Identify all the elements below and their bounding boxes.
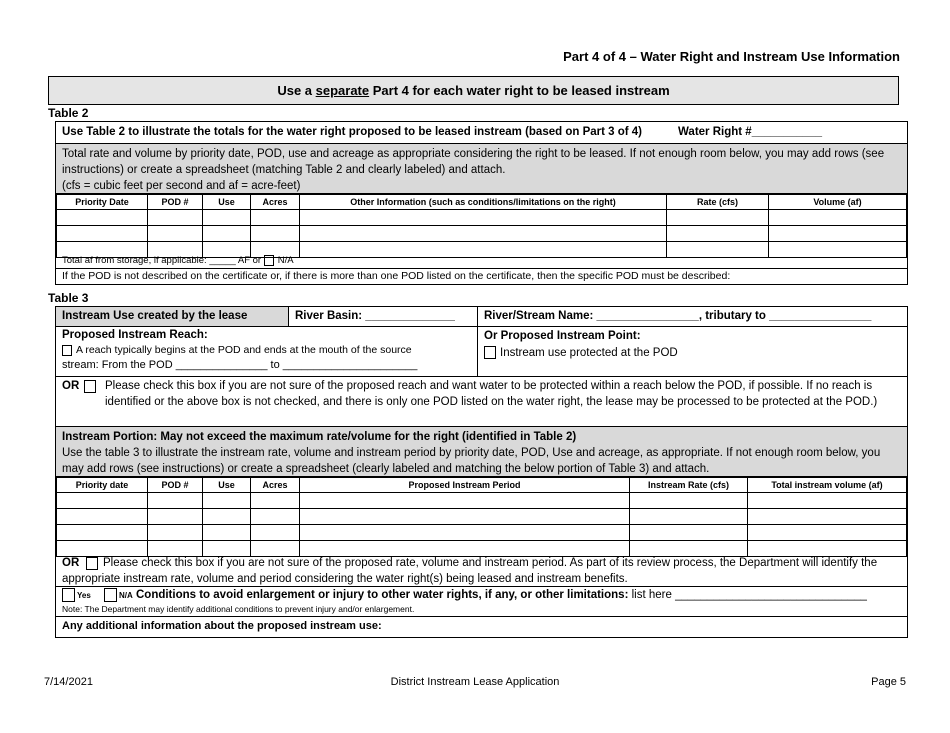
col-priority-date: Priority date — [57, 478, 148, 493]
instream-use-label: Instream Use created by the lease — [62, 310, 248, 322]
or-reach-row — [56, 377, 907, 427]
na-checkbox[interactable] — [264, 255, 274, 266]
or-reach-text: Please check this box if you are not sure of the proposed reach and want water to be protected within a reach below the POD, if possible. If no reach is identified or the above box is not checked, and there is only one POD listed on the water right, the lease may be processed to be protected at the POD.) — [105, 380, 878, 408]
col-instream-volume: Total instream volume (af) — [748, 478, 907, 493]
units-note: (cfs = cubic feet per second and af = acre-feet) — [62, 180, 301, 192]
table2-instructions-text: Total rate and volume by priority date, POD, use and acreage as appropriate considering the right to be leased. If not enough room below, you may add rows (see instructions) or create a spreadsheet (matching Table 2 and clearly labeled) and attach. — [62, 148, 885, 176]
table-row[interactable] — [57, 210, 907, 226]
reach-title: Proposed Instream Reach: — [62, 329, 208, 341]
or-label: OR — [62, 380, 80, 392]
conditions-note: Note: The Department may identify additional conditions to prevent injury and/or enlargement. — [62, 604, 415, 614]
table2-label: Table 2 — [48, 106, 89, 120]
na-label: N/A — [119, 591, 133, 601]
or-rate-checkbox[interactable] — [86, 557, 98, 570]
portion-row — [56, 427, 907, 477]
or-rate-label: OR — [62, 557, 80, 569]
col-volume: Volume (af) — [769, 195, 907, 210]
pod-note: If the POD is not described on the certificate or, if there is more than one POD listed on the certificate, then the specific POD must be described: — [62, 270, 731, 282]
table-row[interactable] — [57, 493, 907, 509]
table2-title-row — [56, 122, 907, 144]
table2-grid — [56, 194, 907, 258]
yes-checkbox[interactable] — [62, 588, 75, 602]
conditions-title: Conditions to avoid enlargement or injury to other water rights, if any, or other limitations: — [135, 589, 629, 602]
reach-stream-field[interactable]: stream: From the POD _______________ to ______________________ — [62, 359, 418, 371]
col-other-info: Other Information (such as conditions/limitations on the right) — [300, 195, 667, 210]
yes-label: Yes — [77, 591, 91, 601]
table2-instructions — [56, 144, 907, 194]
or-reach-checkbox[interactable] — [84, 380, 96, 393]
separate-part-banner — [48, 76, 899, 105]
table-row[interactable] — [57, 509, 907, 525]
banner-suffix: Part 4 for each water right to be leased instream — [369, 83, 670, 98]
col-acres: Acres — [251, 478, 300, 493]
river-stream-text: River/Stream Name: ________________, tributary to ________________ — [484, 310, 872, 322]
table3 — [55, 306, 908, 638]
table3-label: Table 3 — [48, 291, 89, 305]
col-instream-period: Proposed Instream Period — [300, 478, 630, 493]
na-conditions-checkbox[interactable] — [104, 588, 117, 602]
storage-na: N/A — [277, 255, 294, 266]
river-basin-field[interactable]: River Basin: ______________ — [288, 307, 907, 326]
portion-title: Instream Portion: May not exceed the maximum rate/volume for the right (identified in Table 2) — [62, 431, 577, 443]
or-rate-text: Please check this box if you are not sure of the proposed rate, volume and instream period. As part of its review process, the Department will identify the appropriate instream rate, volume and period considering the water right(s) being leased and instream benefits. — [62, 557, 878, 585]
col-use: Use — [203, 478, 251, 493]
table2-title: Use Table 2 to illustrate the totals for the water right proposed to be leased instream (based on Part 3 of 4) — [62, 126, 643, 138]
point-text: Instream use protected at the POD — [500, 347, 678, 359]
table2 — [55, 121, 908, 285]
col-acres: Acres — [251, 195, 300, 210]
point-checkbox[interactable] — [484, 346, 496, 359]
footer-title: District Instream Lease Application — [390, 676, 560, 688]
table3-header-row — [56, 307, 907, 327]
footer-page: Page 5 — [871, 676, 906, 688]
table3-grid — [56, 477, 907, 557]
col-instream-rate: Instream Rate (cfs) — [630, 478, 748, 493]
banner-underlined: separate — [315, 83, 370, 98]
col-pod: POD # — [148, 195, 203, 210]
reach-row — [56, 327, 907, 377]
storage-label: Total af from storage, if applicable: — [62, 255, 207, 266]
water-right-field[interactable]: Water Right #___________ — [678, 126, 823, 138]
storage-row: Total af from storage, if applicable: _____ AF or N/A — [56, 253, 907, 269]
col-pod: POD # — [148, 478, 203, 493]
table-row[interactable] — [57, 525, 907, 541]
conditions-row — [56, 587, 907, 617]
storage-af: AF or — [237, 255, 262, 266]
col-use: Use — [203, 195, 251, 210]
conditions-field[interactable]: list here ______________________________ — [631, 589, 867, 602]
river-stream-field[interactable] — [477, 307, 907, 326]
reach-text: A reach typically begins at the POD and ends at the mouth of the source — [76, 344, 412, 356]
or-rate-row — [56, 554, 907, 587]
page-header-title: Part 4 of 4 – Water Right and Instream Use Information — [563, 49, 900, 64]
col-priority-date: Priority Date — [57, 195, 148, 210]
banner-prefix: Use a — [277, 83, 316, 98]
point-title: Or Proposed Instream Point: — [484, 330, 641, 342]
additional-info[interactable]: Any additional information about the proposed instream use: — [62, 620, 382, 632]
reach-checkbox[interactable] — [62, 345, 72, 356]
col-rate: Rate (cfs) — [667, 195, 769, 210]
portion-text: Use the table 3 to illustrate the instream rate, volume and instream period by priority date, POD, Use and acreage, as appropriate. If not enough room below, you may add rows (see instructions) or create a spreadsheet (clearly labeled and matching the below portion of Table 3) and attach. — [62, 447, 881, 475]
table-row[interactable] — [57, 226, 907, 242]
footer-date: 7/14/2021 — [44, 676, 93, 688]
